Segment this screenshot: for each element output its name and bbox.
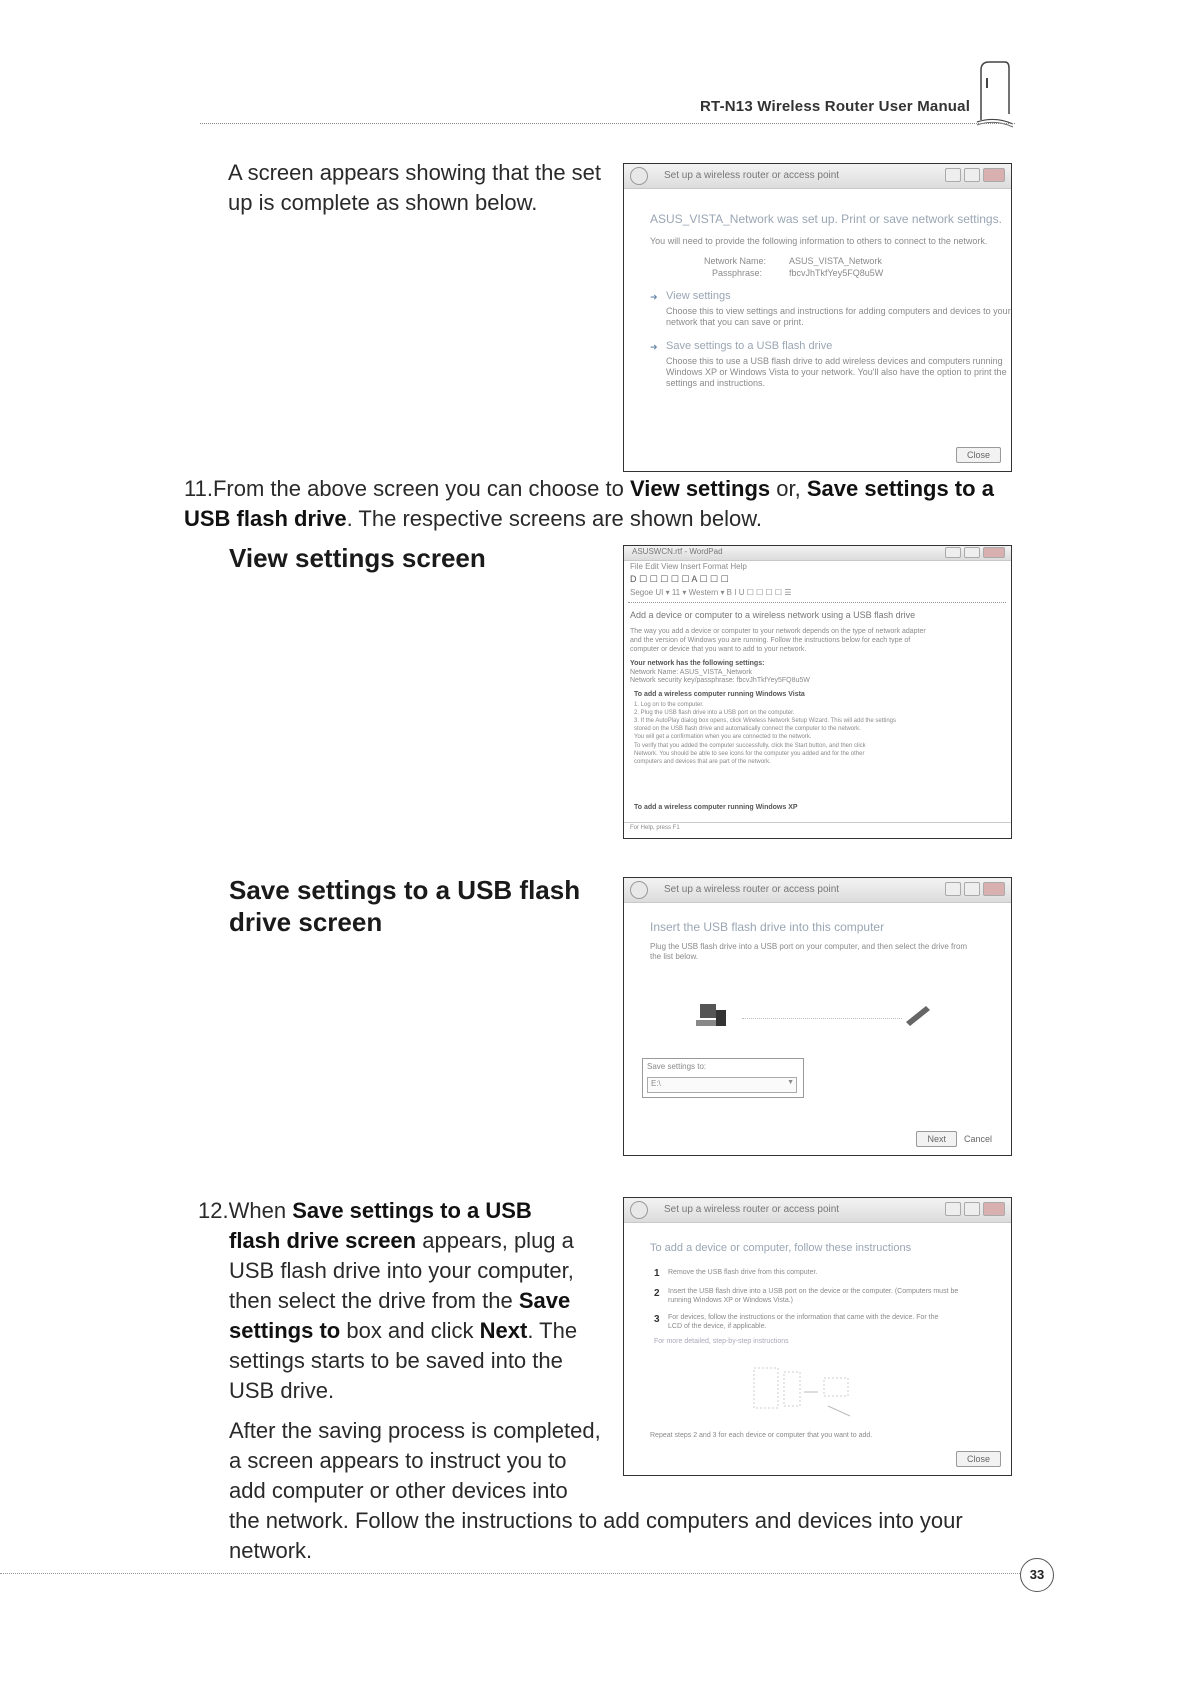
shot-heading: To add a device or computer, follow these instructions <box>650 1242 912 1254</box>
step-text: When <box>228 1198 293 1223</box>
step-text: appears, plug a <box>416 1228 574 1253</box>
doc-section: To add a wireless computer running Windows XP <box>634 804 798 811</box>
network-name-label: Network Name: <box>704 256 767 266</box>
view-settings-option: View settings <box>666 290 731 302</box>
step-text: or, <box>770 476 807 501</box>
window-controls <box>945 168 1005 182</box>
doc-line: computer or device that you want to add to your network. <box>630 646 807 653</box>
doc-title: Add a device or computer to a wireless network using a USB flash drive <box>630 610 916 620</box>
ruler <box>628 602 1006 603</box>
doc-line: computers and devices that are part of the network. <box>634 759 771 765</box>
doc-line: To verify that you added the computer successfully, click the Start button, and then click <box>634 743 866 749</box>
doc-section: Your network has the following settings: <box>630 660 765 667</box>
step-bold: Save settings to a USB <box>292 1198 532 1223</box>
setup-complete-screenshot <box>623 163 1012 472</box>
shot-line: settings and instructions. <box>666 378 766 388</box>
network-name-value: ASUS_VISTA_Network <box>789 256 882 266</box>
step-number: 11. <box>184 476 213 501</box>
shot-line: network that you can save or print. <box>666 317 804 327</box>
step-bold: Next <box>479 1318 528 1343</box>
step-text: . The respective screens are shown below. <box>346 506 762 531</box>
save-usb-option: Save settings to a USB flash drive <box>666 340 833 352</box>
format-bar[interactable]: Segoe UI ▾ 11 ▾ Western ▾ B I U ☐ ☐ ☐ ☐ ☰ <box>630 588 792 597</box>
save-usb-screenshot <box>623 877 1012 1156</box>
doc-line: and the version of Windows you are running. Follow the instructions below for each type of <box>630 637 911 644</box>
step-text: USB flash drive into your computer, <box>229 1258 574 1283</box>
save-usb-heading-line1: Save settings to a USB flash <box>229 875 581 905</box>
window-title: Set up a wireless router or access point <box>664 884 840 895</box>
after-saving-text-cont <box>229 1506 1019 1566</box>
step-bold: Save <box>518 1288 571 1313</box>
close-button[interactable]: Close <box>956 1451 1001 1467</box>
after-saving-text <box>229 1416 629 1506</box>
doc-line: 3. If the AutoPlay dialog box opens, click Wireless Network Setup Wizard. This will add the settings <box>634 718 897 724</box>
toolbar[interactable]: D ☐ ☐ ☐ ☐ ☐ A ☐ ☐ ☐ <box>630 574 729 584</box>
arrow-icon: ➜ <box>650 342 658 352</box>
instruction-text: running Windows XP or Windows Vista.) <box>668 1297 794 1304</box>
instruction-text: Remove the USB flash drive from this computer. <box>668 1269 818 1276</box>
step-bold: Save settings to a USB flash drive <box>184 476 994 531</box>
save-settings-label: Save settings to: <box>647 1062 707 1071</box>
window-title: ASUSWCN.rtf - WordPad <box>632 547 723 556</box>
drive-select[interactable] <box>647 1077 797 1093</box>
usb-drive-icon <box>902 1002 932 1026</box>
status-bar: For Help, press F1 <box>630 825 680 831</box>
shot-line: You will need to provide the following information to others to connect to the network. <box>650 236 988 246</box>
passphrase-label: Passphrase: <box>712 268 763 278</box>
step-text: a screen appears to instruct you to <box>229 1448 567 1473</box>
step-text: After the saving process is completed, <box>229 1418 601 1443</box>
chevron-down-icon: ▼ <box>787 1079 794 1086</box>
drive-select-value: E:\ <box>651 1079 661 1088</box>
step-text: add computer or other devices into <box>229 1478 568 1503</box>
add-device-screenshot <box>623 1197 1012 1476</box>
next-button[interactable]: Next <box>916 1131 957 1147</box>
step-text: From the above screen you can choose to <box>212 476 630 501</box>
doc-line: stored on the USB flash drive and automatically connect the computer to the network. <box>634 726 861 732</box>
intro-text: A screen appears showing that the set up is complete as shown below. <box>228 160 602 215</box>
footer-divider <box>0 1573 1020 1574</box>
window-titlebar <box>624 164 1011 189</box>
step-11 <box>184 474 1014 534</box>
window-title: Set up a wireless router or access point <box>664 170 840 181</box>
manual-book-icon <box>975 58 1015 128</box>
shot-line: Plug the USB flash drive into a USB port on your computer, and then select the drive from <box>650 942 968 951</box>
back-arrow-icon <box>630 1201 648 1219</box>
repeat-text: Repeat steps 2 and 3 for each device or computer that you want to add. <box>650 1432 873 1439</box>
back-arrow-icon <box>630 167 648 185</box>
window-controls <box>945 547 1005 558</box>
window-controls <box>945 882 1005 896</box>
connection-line <box>742 1018 902 1019</box>
shot-line: Choose this to use a USB flash drive to add wireless devices and computers running <box>666 356 1003 366</box>
step-12 <box>198 1196 598 1406</box>
instruction-text: Insert the USB flash drive into a USB port on the device or the computer. (Computers must be <box>668 1288 959 1295</box>
instruction-text: For devices, follow the instructions or the information that came with the device. For the <box>668 1314 939 1321</box>
instructions-link[interactable]: For more detailed, step-by-step instructions <box>654 1338 789 1345</box>
step-text: network. <box>229 1538 313 1563</box>
window-titlebar <box>624 878 1011 903</box>
step-bold: View settings <box>629 476 771 501</box>
save-usb-heading-line2: drive screen <box>229 907 383 937</box>
doc-line: Network. You should be able to see icons for the computer you added and for the other <box>634 751 865 757</box>
window-titlebar <box>624 546 1011 561</box>
arrow-icon: ➜ <box>650 292 658 302</box>
view-settings-heading: View settings screen <box>229 543 486 573</box>
window-controls <box>945 1202 1005 1216</box>
window-title: Set up a wireless router or access point <box>664 1204 840 1215</box>
instruction-number: 1 <box>654 1268 660 1279</box>
step-text: then select the drive from the <box>229 1288 519 1313</box>
instruction-number: 3 <box>654 1314 660 1325</box>
instruction-text: LCD of the device, if applicable. <box>668 1323 767 1330</box>
doc-line: Network Name: ASUS_VISTA_Network <box>630 669 753 676</box>
step-text: USB drive. <box>229 1378 335 1403</box>
step-text: . The <box>527 1318 578 1343</box>
doc-line: The way you add a device or computer to your network depends on the type of network adapter <box>630 628 926 635</box>
save-settings-group <box>642 1058 804 1098</box>
shot-line: the list below. <box>650 952 699 961</box>
doc-line: You will get a confirmation when you are connected to the network. <box>634 734 812 740</box>
step-text: settings starts to be saved into the <box>229 1348 563 1373</box>
doc-section: To add a wireless computer running Windows Vista <box>634 691 805 698</box>
step-bold: flash drive screen <box>229 1228 417 1253</box>
header-title: RT-N13 Wireless Router User Manual <box>700 98 971 115</box>
shot-line: Windows XP or Windows Vista to your network. You'll also have the option to print the <box>666 367 1007 377</box>
instruction-number: 2 <box>654 1288 660 1299</box>
step-number: 12. <box>198 1198 229 1223</box>
window-titlebar <box>624 1198 1011 1223</box>
devices-illustration-icon <box>744 1358 864 1428</box>
computer-icon <box>694 1002 736 1032</box>
cancel-button[interactable]: Cancel <box>963 1134 992 1144</box>
close-button[interactable]: Close <box>956 447 1001 463</box>
status-bar-divider <box>624 822 1011 823</box>
shot-heading: Insert the USB flash drive into this computer <box>650 920 885 934</box>
step-bold: settings to <box>229 1318 341 1343</box>
view-settings-screenshot <box>623 545 1012 839</box>
step-text: the network. Follow the instructions to add computers and devices into your <box>229 1508 963 1533</box>
doc-line: Network security key/passphrase: fbcvJhTkfYey5FQ8u5W <box>630 677 810 684</box>
shot-line: Choose this to view settings and instructions for adding computers and devices to your <box>666 306 1011 316</box>
doc-line: 2. Plug the USB flash drive into a USB port on the computer. <box>634 710 795 716</box>
menu-bar[interactable]: File Edit View Insert Format Help <box>630 562 747 571</box>
header-divider <box>200 123 1015 124</box>
step-text: box and click <box>340 1318 480 1343</box>
page-number: 33 <box>1020 1558 1054 1592</box>
passphrase-value: fbcvJhTkfYey5FQ8u5W <box>789 268 884 278</box>
doc-line: 1. Log on to the computer. <box>634 702 704 708</box>
back-arrow-icon <box>630 881 648 899</box>
shot-heading: ASUS_VISTA_Network was set up. Print or save network settings. <box>650 212 1002 226</box>
